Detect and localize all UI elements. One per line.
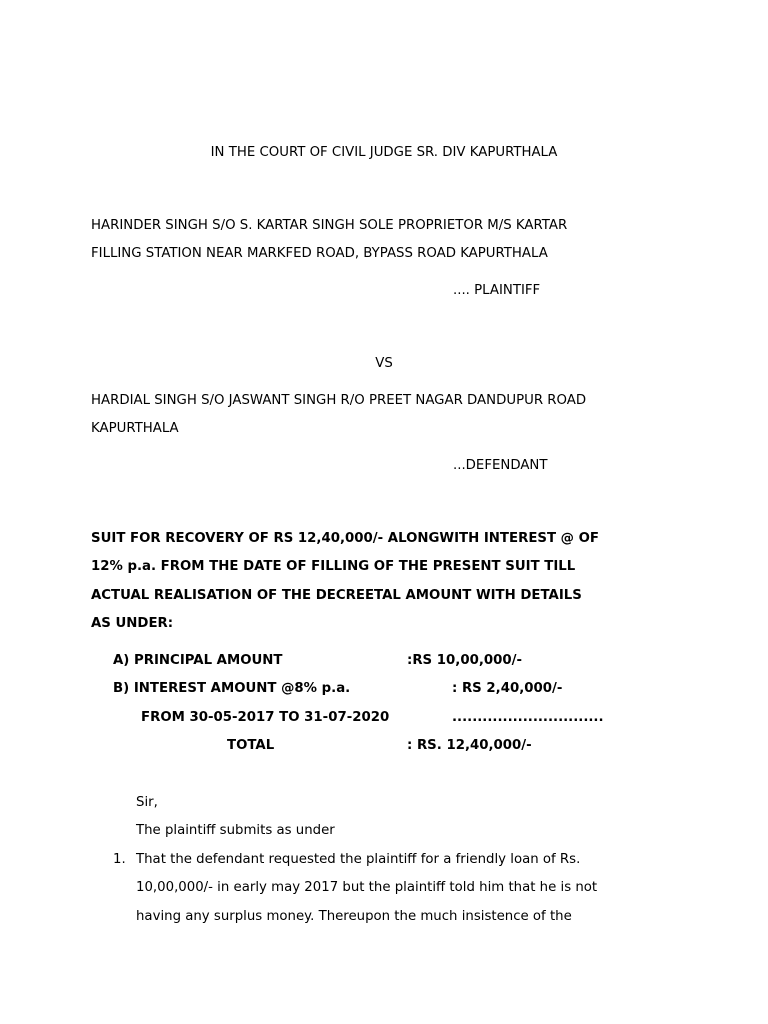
para-1-number: 1. <box>113 852 126 867</box>
total-label: TOTAL <box>227 738 275 753</box>
interest-period: FROM 30-05-2017 TO 31-07-2020 <box>141 710 390 725</box>
total-value: : RS. 12,40,000/- <box>407 738 532 753</box>
defendant-line-2: KAPURTHALA <box>91 421 179 436</box>
court-heading: IN THE COURT OF CIVIL JUDGE SR. DIV KAPURTHALA <box>210 145 558 160</box>
principal-label: A) PRINCIPAL AMOUNT <box>113 653 283 668</box>
interest-period-dots: .............................. <box>452 710 604 725</box>
suit-title-line-4: AS UNDER: <box>91 616 174 631</box>
salutation: Sir, <box>136 795 158 810</box>
versus-label: VS <box>375 356 393 371</box>
para-1-line-3: having any surplus money. Thereupon the much insistence of the <box>136 909 572 924</box>
suit-title-line-1: SUIT FOR RECOVERY OF RS 12,40,000/- ALONGWITH INTEREST @ OF <box>91 531 599 546</box>
interest-label: B) INTEREST AMOUNT @8% p.a. <box>113 681 351 696</box>
para-1-line-1: That the defendant requested the plaintiff for a friendly loan of Rs. <box>136 852 581 867</box>
plaintiff-role: .... PLAINTIFF <box>453 283 541 298</box>
suit-title-line-3: ACTUAL REALISATION OF THE DECREETAL AMOUNT WITH DETAILS <box>91 588 582 603</box>
defendant-role: ...DEFENDANT <box>453 458 548 473</box>
principal-value: :RS 10,00,000/- <box>407 653 523 668</box>
interest-value: : RS 2,40,000/- <box>452 681 563 696</box>
plaintiff-line-1: HARINDER SINGH S/O S. KARTAR SINGH SOLE PROPRIETOR M/S KARTAR <box>91 218 568 233</box>
plaintiff-line-2: FILLING STATION NEAR MARKFED ROAD, BYPASS ROAD KAPURTHALA <box>91 246 548 261</box>
para-1-line-2: 10,00,000/- in early may 2017 but the plaintiff told him that he is not <box>136 880 598 895</box>
defendant-line-1: HARDIAL SINGH S/O JASWANT SINGH R/O PREET NAGAR DANDUPUR ROAD <box>91 393 587 408</box>
intro-text: The plaintiff submits as under <box>136 823 335 838</box>
suit-title-line-2: 12% p.a. FROM THE DATE OF FILLING OF THE PRESENT SUIT TILL <box>91 559 576 574</box>
